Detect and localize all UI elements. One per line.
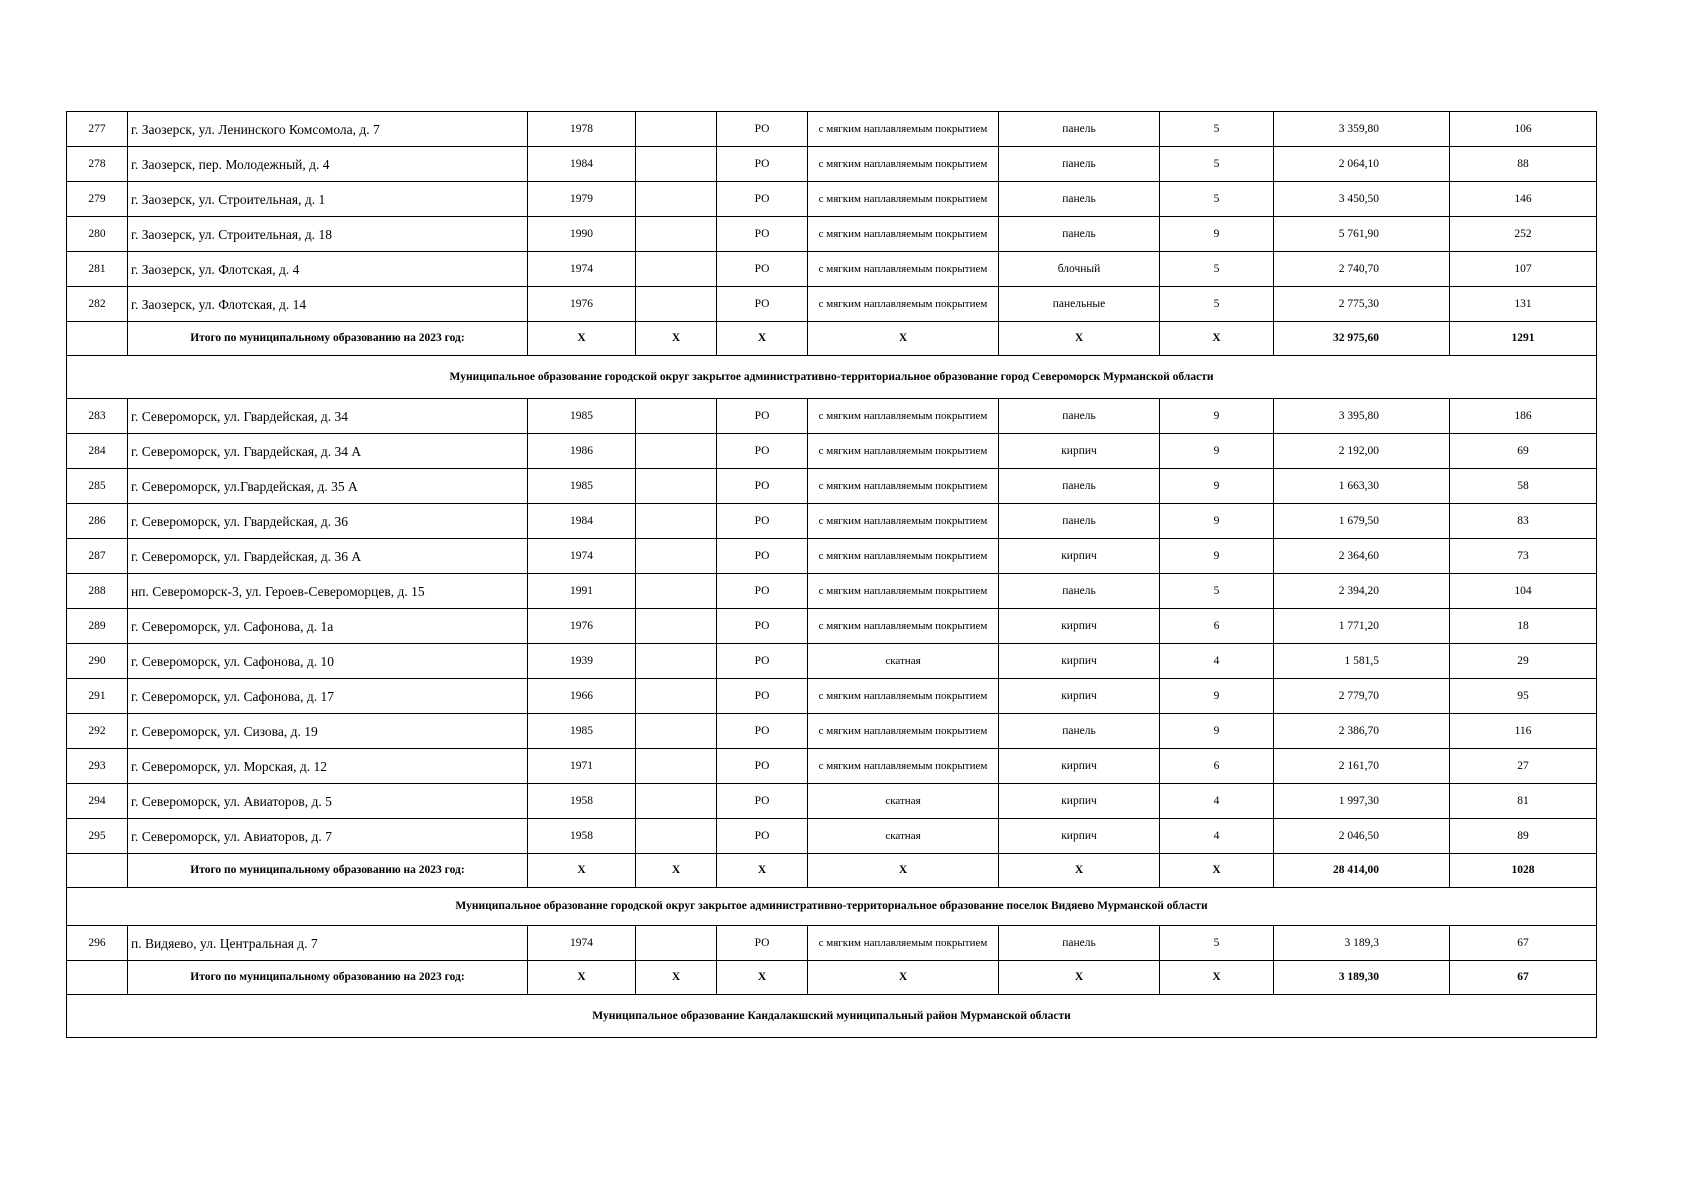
row-number-cell: 294 [67,784,128,819]
empty-cell [636,217,717,252]
floors-cell: 5 [1160,182,1274,217]
empty-cell [636,679,717,714]
floors-cell: 9 [1160,399,1274,434]
table-row [67,399,1597,434]
total-x-mark: Х [808,322,999,356]
roof-type-cell: с мягким наплавляемым покрытием [808,714,999,749]
empty-cell [636,644,717,679]
residents-cell: 104 [1450,574,1597,609]
row-number-cell: 280 [67,217,128,252]
residents-cell: 83 [1450,504,1597,539]
row-number-cell: 291 [67,679,128,714]
residents-cell: 29 [1450,644,1597,679]
table-row [67,182,1597,217]
total-label: Итого по муниципальному образованию на 2023 год: [128,322,528,356]
total-x-mark: Х [528,854,636,888]
row-number-cell: 279 [67,182,128,217]
year-cell: 1984 [528,147,636,182]
residents-cell: 58 [1450,469,1597,504]
address-cell: г. Заозерск, ул. Строительная, д. 1 [128,182,528,217]
address-cell: г. Североморск, ул. Гвардейская, д. 36 А [128,539,528,574]
total-x-mark: Х [999,322,1160,356]
wall-material-cell: панель [999,504,1160,539]
row-number-cell: 281 [67,252,128,287]
total-x-mark: Х [636,854,717,888]
type-cell: РО [717,926,808,961]
table-row [67,287,1597,322]
residents-cell: 89 [1450,819,1597,854]
area-cell: 5 761,90 [1274,217,1450,252]
floors-cell: 9 [1160,714,1274,749]
area-cell: 2 046,50 [1274,819,1450,854]
residents-cell: 131 [1450,287,1597,322]
area-cell: 2 740,70 [1274,252,1450,287]
table-row [67,147,1597,182]
total-row [67,854,1597,888]
type-cell: РО [717,574,808,609]
type-cell: РО [717,504,808,539]
residents-cell: 106 [1450,112,1597,147]
table-body [67,112,1597,1038]
residents-cell: 27 [1450,749,1597,784]
floors-cell: 9 [1160,679,1274,714]
floors-cell: 5 [1160,926,1274,961]
area-cell: 2 394,20 [1274,574,1450,609]
roof-type-cell: с мягким наплавляемым покрытием [808,399,999,434]
residents-cell: 252 [1450,217,1597,252]
wall-material-cell: панельные [999,287,1160,322]
address-cell: г. Заозерск, ул. Флотская, д. 14 [128,287,528,322]
empty-cell [636,399,717,434]
type-cell: РО [717,287,808,322]
wall-material-cell: кирпич [999,749,1160,784]
empty-cell [636,574,717,609]
floors-cell: 4 [1160,784,1274,819]
address-cell: г. Североморск, ул.Гвардейская, д. 35 А [128,469,528,504]
roof-type-cell: с мягким наплавляемым покрытием [808,469,999,504]
empty-cell [636,926,717,961]
residents-cell: 73 [1450,539,1597,574]
total-x-mark: Х [999,854,1160,888]
area-cell: 3 189,3 [1274,926,1450,961]
total-area: 32 975,60 [1274,322,1450,356]
row-number-cell: 277 [67,112,128,147]
address-cell: г. Североморск, ул. Гвардейская, д. 34 А [128,434,528,469]
residents-cell: 88 [1450,147,1597,182]
type-cell: РО [717,147,808,182]
table-row [67,504,1597,539]
table-row [67,252,1597,287]
total-residents: 67 [1450,961,1597,995]
empty-cell [636,609,717,644]
row-number-cell: 295 [67,819,128,854]
total-x-mark: Х [528,961,636,995]
row-number-cell: 293 [67,749,128,784]
area-cell: 1 663,30 [1274,469,1450,504]
roof-type-cell: скатная [808,644,999,679]
address-cell: г. Заозерск, пер. Молодежный, д. 4 [128,147,528,182]
area-cell: 2 386,70 [1274,714,1450,749]
total-x-mark: Х [717,961,808,995]
residents-cell: 116 [1450,714,1597,749]
year-cell: 1974 [528,539,636,574]
roof-type-cell: с мягким наплавляемым покрытием [808,609,999,644]
wall-material-cell: панель [999,399,1160,434]
type-cell: РО [717,539,808,574]
area-cell: 1 997,30 [1274,784,1450,819]
row-number-cell: 296 [67,926,128,961]
wall-material-cell: кирпич [999,644,1160,679]
row-number-cell: 288 [67,574,128,609]
total-area: 28 414,00 [1274,854,1450,888]
roof-type-cell: с мягким наплавляемым покрытием [808,112,999,147]
year-cell: 1984 [528,504,636,539]
empty-cell [636,252,717,287]
total-x-mark: Х [808,961,999,995]
residents-cell: 186 [1450,399,1597,434]
address-cell: г. Заозерск, ул. Флотская, д. 4 [128,252,528,287]
empty-cell [636,147,717,182]
year-cell: 1985 [528,714,636,749]
table-row [67,609,1597,644]
address-cell: г. Североморск, ул. Гвардейская, д. 34 [128,399,528,434]
empty-cell [636,714,717,749]
wall-material-cell: панель [999,182,1160,217]
table-row [67,749,1597,784]
floors-cell: 9 [1160,539,1274,574]
section-header-row [67,888,1597,926]
table-row [67,574,1597,609]
table-row [67,819,1597,854]
table-row [67,714,1597,749]
row-number-cell: 290 [67,644,128,679]
area-cell: 2 779,70 [1274,679,1450,714]
section-title: Муниципальное образование городской округ закрытое административно-территориальное образование поселок Видяево Мурманской области [67,888,1597,926]
roof-type-cell: с мягким наплавляемым покрытием [808,287,999,322]
year-cell: 1978 [528,112,636,147]
section-title: Муниципальное образование Кандалакшский муниципальный район Мурманской области [67,995,1597,1038]
floors-cell: 9 [1160,217,1274,252]
area-cell: 2 775,30 [1274,287,1450,322]
type-cell: РО [717,217,808,252]
total-residents: 1028 [1450,854,1597,888]
total-x-mark: Х [808,854,999,888]
roof-type-cell: с мягким наплавляемым покрытием [808,182,999,217]
total-row [67,322,1597,356]
address-cell: г. Североморск, ул. Сафонова, д. 1а [128,609,528,644]
year-cell: 1991 [528,574,636,609]
area-cell: 2 064,10 [1274,147,1450,182]
area-cell: 3 450,50 [1274,182,1450,217]
floors-cell: 5 [1160,574,1274,609]
year-cell: 1986 [528,434,636,469]
floors-cell: 5 [1160,252,1274,287]
total-spacer-cell [67,322,128,356]
type-cell: РО [717,112,808,147]
empty-cell [636,434,717,469]
year-cell: 1974 [528,252,636,287]
empty-cell [636,287,717,322]
address-cell: г. Заозерск, ул. Ленинского Комсомола, д. 7 [128,112,528,147]
type-cell: РО [717,434,808,469]
address-cell: г. Заозерск, ул. Строительная, д. 18 [128,217,528,252]
type-cell: РО [717,182,808,217]
roof-type-cell: с мягким наплавляемым покрытием [808,539,999,574]
year-cell: 1976 [528,287,636,322]
roof-type-cell: с мягким наплавляемым покрытием [808,252,999,287]
total-row [67,961,1597,995]
address-cell: г. Североморск, ул. Авиаторов, д. 7 [128,819,528,854]
type-cell: РО [717,469,808,504]
residents-cell: 69 [1450,434,1597,469]
wall-material-cell: панель [999,926,1160,961]
table-row [67,926,1597,961]
residents-cell: 67 [1450,926,1597,961]
area-cell: 2 161,70 [1274,749,1450,784]
row-number-cell: 286 [67,504,128,539]
total-x-mark: Х [717,322,808,356]
roof-type-cell: с мягким наплавляемым покрытием [808,574,999,609]
residents-cell: 107 [1450,252,1597,287]
housing-registry-table [66,111,1597,1038]
year-cell: 1985 [528,399,636,434]
total-spacer-cell [67,854,128,888]
empty-cell [636,819,717,854]
type-cell: РО [717,679,808,714]
table-row [67,217,1597,252]
wall-material-cell: панель [999,112,1160,147]
table-row [67,539,1597,574]
empty-cell [636,784,717,819]
residents-cell: 81 [1450,784,1597,819]
section-header-row [67,995,1597,1038]
floors-cell: 4 [1160,644,1274,679]
type-cell: РО [717,819,808,854]
row-number-cell: 292 [67,714,128,749]
roof-type-cell: скатная [808,819,999,854]
area-cell: 1 581,5 [1274,644,1450,679]
area-cell: 3 395,80 [1274,399,1450,434]
wall-material-cell: кирпич [999,784,1160,819]
year-cell: 1939 [528,644,636,679]
empty-cell [636,749,717,784]
total-x-mark: Х [999,961,1160,995]
roof-type-cell: скатная [808,784,999,819]
table-row [67,112,1597,147]
row-number-cell: 287 [67,539,128,574]
type-cell: РО [717,252,808,287]
year-cell: 1971 [528,749,636,784]
year-cell: 1958 [528,819,636,854]
table-row [67,434,1597,469]
row-number-cell: 289 [67,609,128,644]
empty-cell [636,539,717,574]
address-cell: г. Североморск, ул. Сизова, д. 19 [128,714,528,749]
table-row [67,469,1597,504]
year-cell: 1979 [528,182,636,217]
section-header-row [67,356,1597,399]
type-cell: РО [717,399,808,434]
wall-material-cell: панель [999,714,1160,749]
roof-type-cell: с мягким наплавляемым покрытием [808,679,999,714]
row-number-cell: 282 [67,287,128,322]
wall-material-cell: кирпич [999,819,1160,854]
wall-material-cell: панель [999,469,1160,504]
wall-material-cell: панель [999,217,1160,252]
address-cell: г. Североморск, ул. Гвардейская, д. 36 [128,504,528,539]
year-cell: 1974 [528,926,636,961]
floors-cell: 5 [1160,112,1274,147]
table-row [67,644,1597,679]
roof-type-cell: с мягким наплавляемым покрытием [808,504,999,539]
roof-type-cell: с мягким наплавляемым покрытием [808,749,999,784]
total-label: Итого по муниципальному образованию на 2023 год: [128,854,528,888]
address-cell: нп. Североморск-3, ул. Героев-Североморцев, д. 15 [128,574,528,609]
area-cell: 2 364,60 [1274,539,1450,574]
address-cell: г. Североморск, ул. Морская, д. 12 [128,749,528,784]
floors-cell: 5 [1160,287,1274,322]
wall-material-cell: панель [999,574,1160,609]
year-cell: 1985 [528,469,636,504]
type-cell: РО [717,609,808,644]
area-cell: 3 359,80 [1274,112,1450,147]
table-row [67,784,1597,819]
wall-material-cell: кирпич [999,539,1160,574]
total-spacer-cell [67,961,128,995]
roof-type-cell: с мягким наплавляемым покрытием [808,217,999,252]
total-x-mark: Х [1160,961,1274,995]
roof-type-cell: с мягким наплавляемым покрытием [808,434,999,469]
type-cell: РО [717,784,808,819]
address-cell: г. Североморск, ул. Сафонова, д. 17 [128,679,528,714]
type-cell: РО [717,749,808,784]
floors-cell: 5 [1160,147,1274,182]
wall-material-cell: блочный [999,252,1160,287]
row-number-cell: 285 [67,469,128,504]
empty-cell [636,469,717,504]
roof-type-cell: с мягким наплавляемым покрытием [808,926,999,961]
table-row [67,679,1597,714]
floors-cell: 9 [1160,504,1274,539]
floors-cell: 6 [1160,609,1274,644]
wall-material-cell: панель [999,147,1160,182]
section-title: Муниципальное образование городской округ закрытое административно-территориальное образование город Североморск Мурманской области [67,356,1597,399]
floors-cell: 6 [1160,749,1274,784]
roof-type-cell: с мягким наплавляемым покрытием [808,147,999,182]
area-cell: 1 679,50 [1274,504,1450,539]
row-number-cell: 283 [67,399,128,434]
total-x-mark: Х [636,322,717,356]
type-cell: РО [717,714,808,749]
address-cell: г. Североморск, ул. Авиаторов, д. 5 [128,784,528,819]
floors-cell: 9 [1160,469,1274,504]
total-residents: 1291 [1450,322,1597,356]
area-cell: 1 771,20 [1274,609,1450,644]
residents-cell: 18 [1450,609,1597,644]
total-area: 3 189,30 [1274,961,1450,995]
row-number-cell: 278 [67,147,128,182]
wall-material-cell: кирпич [999,679,1160,714]
floors-cell: 9 [1160,434,1274,469]
address-cell: г. Североморск, ул. Сафонова, д. 10 [128,644,528,679]
total-x-mark: Х [636,961,717,995]
address-cell: п. Видяево, ул. Центральная д. 7 [128,926,528,961]
year-cell: 1990 [528,217,636,252]
wall-material-cell: кирпич [999,434,1160,469]
empty-cell [636,182,717,217]
year-cell: 1966 [528,679,636,714]
residents-cell: 95 [1450,679,1597,714]
row-number-cell: 284 [67,434,128,469]
year-cell: 1958 [528,784,636,819]
residents-cell: 146 [1450,182,1597,217]
total-x-mark: Х [717,854,808,888]
empty-cell [636,504,717,539]
floors-cell: 4 [1160,819,1274,854]
wall-material-cell: кирпич [999,609,1160,644]
total-x-mark: Х [528,322,636,356]
total-label: Итого по муниципальному образованию на 2023 год: [128,961,528,995]
area-cell: 2 192,00 [1274,434,1450,469]
year-cell: 1976 [528,609,636,644]
total-x-mark: Х [1160,322,1274,356]
empty-cell [636,112,717,147]
type-cell: РО [717,644,808,679]
total-x-mark: Х [1160,854,1274,888]
